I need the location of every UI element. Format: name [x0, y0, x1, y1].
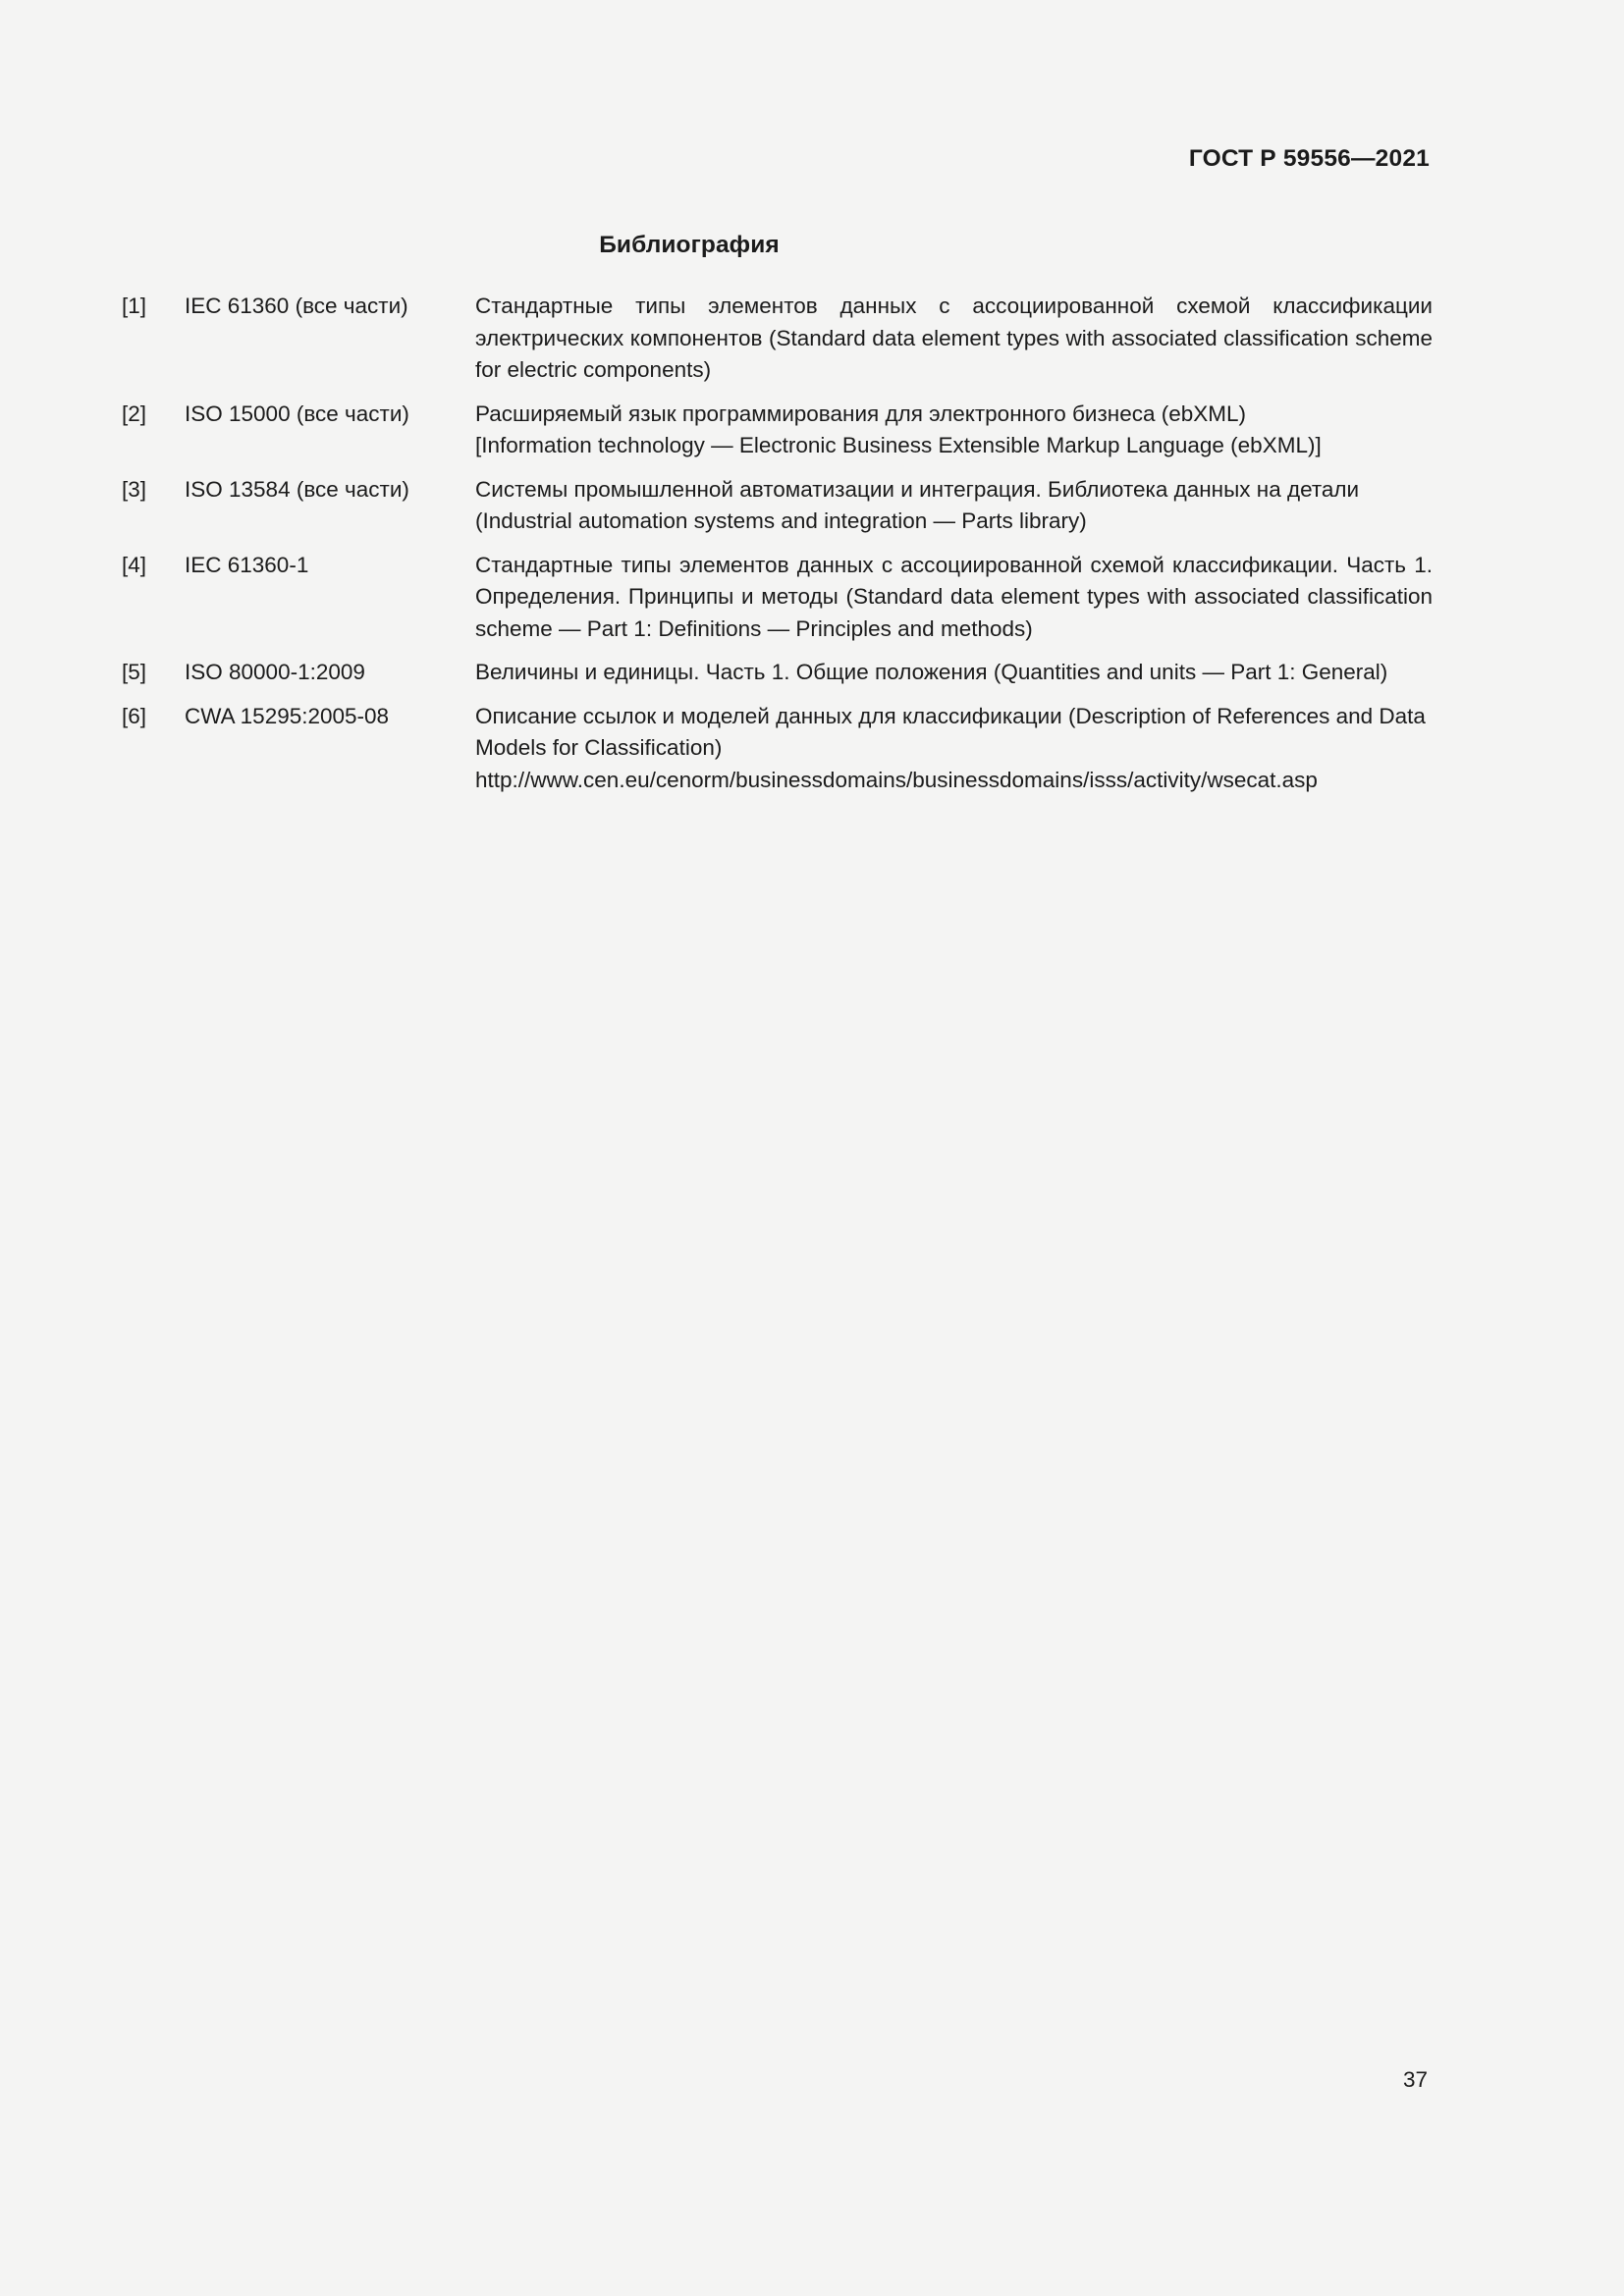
- bibliography-entry: [122, 291, 1433, 387]
- reference-standard-id: ISO 15000 (все части): [185, 400, 409, 426]
- reference-standard-id: CWA 15295:2005-08: [185, 703, 390, 728]
- reference-description: [475, 399, 1433, 462]
- reference-standard-id: IEC 61360-1: [185, 552, 309, 577]
- reference-marker: [6]: [122, 703, 147, 728]
- reference-description: [475, 550, 1433, 646]
- reference-marker: [5]: [122, 660, 147, 684]
- reference-marker: [3]: [122, 476, 147, 502]
- page-number: 37: [1402, 2067, 1428, 2092]
- reference-description-line: http://www.cen.eu/cenorm/businessdomains/businessdomains/isss/activity/wsecat.asp: [475, 767, 1318, 792]
- page-title: Библиография: [599, 232, 780, 259]
- reference-description-line: [Information technology — Electronic Business Extensible Markup Language (ebXML)]: [475, 433, 1322, 457]
- reference-description-line: Описание ссылок и моделей данных для классификации (Description of References and Data Models for Classification): [475, 703, 1426, 760]
- reference-standard-id: ISO 80000-1:2009: [185, 660, 365, 684]
- reference-marker: [1]: [122, 294, 147, 318]
- reference-description: [475, 657, 1433, 689]
- bibliography-entry: [122, 474, 1433, 538]
- bibliography-entry: [122, 701, 1433, 797]
- bibliography-list: [122, 291, 1433, 796]
- reference-standard-id: ISO 13584 (все части): [185, 476, 409, 502]
- bibliography-entry: [122, 550, 1433, 646]
- reference-description: [475, 474, 1433, 538]
- bibliography-entry: [122, 399, 1433, 462]
- reference-description-line: Расширяемый язык программирования для электронного бизнеса (ebXML): [475, 400, 1247, 426]
- reference-description: [475, 701, 1433, 797]
- reference-description-line: Стандартные типы элементов данных с ассоциированной схемой классификации. Часть 1. Определения. Принципы и методы (Standard data element types with associated classification scheme — Part 1: Definitions — Principles and methods): [475, 552, 1433, 641]
- reference-description-line: Системы промышленной автоматизации и интеграция. Библиотека данных на детали (Industrial automation systems and integration — Parts library): [475, 476, 1360, 533]
- reference-description: [475, 291, 1433, 387]
- reference-description-line: Величины и единицы. Часть 1. Общие положения (Quantities and units — Part 1: General): [475, 660, 1388, 684]
- reference-marker: [2]: [122, 400, 147, 426]
- running-head: ГОСТ Р 59556—2021: [1188, 145, 1430, 172]
- reference-standard-id: IEC 61360 (все части): [185, 294, 408, 318]
- bibliography-entry: [122, 657, 1433, 689]
- reference-description-line: Стандартные типы элементов данных с ассоциированной схемой классификации электрических компонентов (Standard data element types with associated classification scheme for electric components): [475, 294, 1433, 382]
- reference-marker: [4]: [122, 552, 147, 577]
